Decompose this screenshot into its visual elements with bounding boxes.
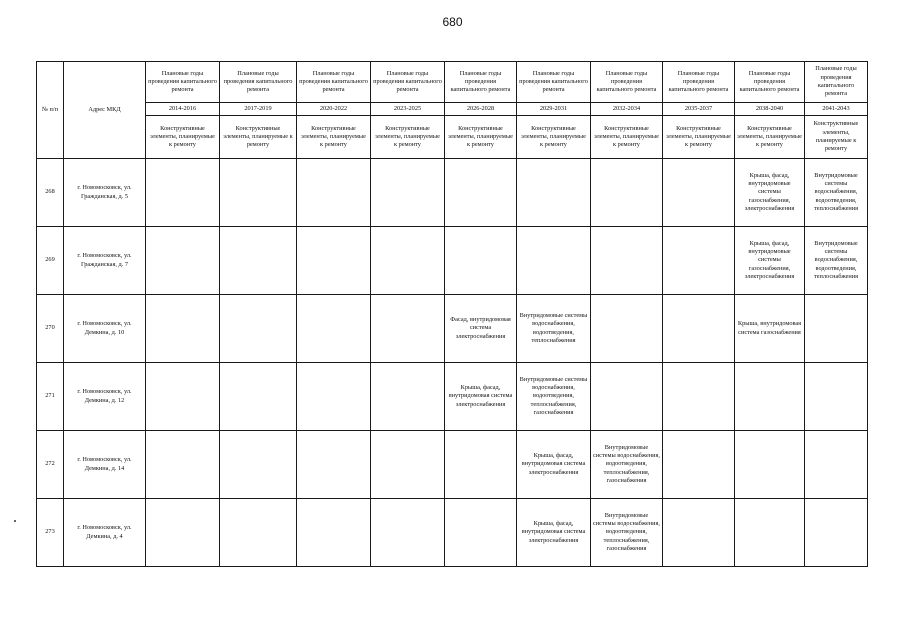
repair-cell bbox=[663, 431, 735, 499]
row-number: 268 bbox=[37, 159, 64, 227]
repair-cell bbox=[220, 227, 297, 295]
repair-cell bbox=[663, 363, 735, 431]
planned-years-header: Плановые годы проведения капитального ремонта bbox=[591, 62, 663, 103]
repair-cell bbox=[735, 499, 805, 567]
capital-repair-table bbox=[36, 61, 868, 567]
repair-cell bbox=[805, 499, 868, 567]
planned-years-header: Плановые годы проведения капитального ремонта bbox=[297, 62, 371, 103]
repair-cell: Внутридомовые системы водоснабжения, водоотведения, теплоснабжения, газоснабжения bbox=[591, 499, 663, 567]
scan-speck bbox=[14, 520, 16, 522]
row-address: г. Новомосковск, ул. Демкина, д. 4 bbox=[64, 499, 146, 567]
repair-cell bbox=[146, 431, 220, 499]
repair-cell bbox=[663, 499, 735, 567]
col-num-header: № п/п bbox=[37, 62, 64, 159]
repair-cell bbox=[445, 499, 517, 567]
repair-cell bbox=[297, 159, 371, 227]
repair-cell bbox=[591, 363, 663, 431]
repair-cell: Крыша, внутридомовая система газоснабжения bbox=[735, 295, 805, 363]
repair-cell bbox=[220, 363, 297, 431]
repair-cell bbox=[371, 227, 445, 295]
period-header: 2029-2031 bbox=[517, 103, 591, 116]
repair-cell: Крыша, фасад, внутридомовая система электроснабжения bbox=[445, 363, 517, 431]
elements-header: Конструктивные элементы, планируемые к ремонту bbox=[297, 116, 371, 159]
repair-cell bbox=[445, 431, 517, 499]
period-header: 2014-2016 bbox=[146, 103, 220, 116]
repair-cell bbox=[517, 227, 591, 295]
repair-cell: Внутридомовые системы водоснабжения, водоотведения, теплоснабжения, газоснабжения bbox=[591, 431, 663, 499]
elements-header: Конструктивные элементы, планируемые к ремонту bbox=[735, 116, 805, 159]
row-number: 272 bbox=[37, 431, 64, 499]
repair-cell bbox=[805, 295, 868, 363]
repair-cell bbox=[146, 227, 220, 295]
period-header: 2035-2037 bbox=[663, 103, 735, 116]
repair-cell bbox=[146, 295, 220, 363]
row-address: г. Новомосковск, ул. Демкина, д. 14 bbox=[64, 431, 146, 499]
repair-cell bbox=[591, 159, 663, 227]
table-row bbox=[37, 363, 868, 431]
repair-cell: Внутридомовые системы водоснабжения, водоотведения, теплоснабжения bbox=[805, 159, 868, 227]
elements-header: Конструктивные элементы, планируемые к ремонту bbox=[445, 116, 517, 159]
elements-header: Конструктивные элементы, планируемые к ремонту bbox=[220, 116, 297, 159]
row-address: г. Новомосковск, ул. Гражданская, д. 7 bbox=[64, 227, 146, 295]
period-header: 2020-2022 bbox=[297, 103, 371, 116]
repair-cell bbox=[445, 159, 517, 227]
repair-cell bbox=[297, 363, 371, 431]
table-row bbox=[37, 431, 868, 499]
repair-cell bbox=[220, 159, 297, 227]
row-number: 273 bbox=[37, 499, 64, 567]
repair-cell bbox=[371, 499, 445, 567]
row-number: 269 bbox=[37, 227, 64, 295]
col-address-header: Адрес МКД bbox=[64, 62, 146, 159]
repair-cell bbox=[297, 227, 371, 295]
period-header: 2017-2019 bbox=[220, 103, 297, 116]
period-header: 2026-2028 bbox=[445, 103, 517, 116]
row-number: 271 bbox=[37, 363, 64, 431]
elements-header: Конструктивные элементы, планируемые к ремонту bbox=[805, 116, 868, 159]
planned-years-header: Плановые годы проведения капитального ремонта bbox=[146, 62, 220, 103]
row-address: г. Новомосковск, ул. Гражданская, д. 5 bbox=[64, 159, 146, 227]
repair-cell bbox=[220, 431, 297, 499]
repair-cell bbox=[371, 159, 445, 227]
repair-cell bbox=[146, 363, 220, 431]
repair-cell: Фасад, внутридомовая система электроснабжения bbox=[445, 295, 517, 363]
repair-cell bbox=[735, 363, 805, 431]
row-number: 270 bbox=[37, 295, 64, 363]
planned-years-header: Плановые годы проведения капитального ремонта bbox=[371, 62, 445, 103]
repair-cell bbox=[146, 499, 220, 567]
repair-cell bbox=[445, 227, 517, 295]
repair-cell bbox=[517, 159, 591, 227]
planned-years-header: Плановые годы проведения капитального ремонта bbox=[220, 62, 297, 103]
repair-cell: Крыша, фасад, внутридомовая система электроснабжения bbox=[517, 431, 591, 499]
repair-cell bbox=[735, 431, 805, 499]
repair-cell: Внутридомовые системы водоснабжения, водоотведения, теплоснабжения bbox=[805, 227, 868, 295]
repair-cell bbox=[297, 431, 371, 499]
repair-cell: Крыша, фасад, внутридомовая система электроснабжения bbox=[517, 499, 591, 567]
repair-cell bbox=[371, 363, 445, 431]
period-header: 2032-2034 bbox=[591, 103, 663, 116]
period-header: 2041-2043 bbox=[805, 103, 868, 116]
repair-cell: Крыша, фасад, внутридомовые системы газоснабжения, электроснабжения bbox=[735, 227, 805, 295]
table-row bbox=[37, 227, 868, 295]
elements-header: Конструктивные элементы, планируемые к ремонту bbox=[591, 116, 663, 159]
repair-cell bbox=[371, 431, 445, 499]
repair-cell bbox=[220, 499, 297, 567]
repair-cell bbox=[297, 295, 371, 363]
repair-cell: Внутридомовые системы водоснабжения, водоотведения, теплоснабжения bbox=[517, 295, 591, 363]
repair-cell bbox=[297, 499, 371, 567]
page-number: 680 bbox=[442, 15, 463, 29]
table-row bbox=[37, 295, 868, 363]
elements-header: Конструктивные элементы, планируемые к ремонту bbox=[146, 116, 220, 159]
table-row bbox=[37, 159, 868, 227]
period-header: 2023-2025 bbox=[371, 103, 445, 116]
row-address: г. Новомосковск, ул. Демкина, д. 12 bbox=[64, 363, 146, 431]
elements-header: Конструктивные элементы, планируемые к ремонту bbox=[517, 116, 591, 159]
repair-cell: Внутридомовые системы водоснабжения, водоотведения, теплоснабжения, газоснабжения bbox=[517, 363, 591, 431]
table-row bbox=[37, 499, 868, 567]
repair-cell bbox=[663, 295, 735, 363]
planned-years-header: Плановые годы проведения капитального ремонта bbox=[735, 62, 805, 103]
repair-cell bbox=[371, 295, 445, 363]
repair-cell bbox=[146, 159, 220, 227]
elements-header: Конструктивные элементы, планируемые к ремонту bbox=[663, 116, 735, 159]
repair-cell bbox=[805, 431, 868, 499]
repair-cell: Крыша, фасад, внутридомовые системы газоснабжения, электроснабжения bbox=[735, 159, 805, 227]
repair-cell bbox=[591, 227, 663, 295]
repair-cell bbox=[591, 295, 663, 363]
planned-years-header: Плановые годы проведения капитального ремонта bbox=[517, 62, 591, 103]
row-address: г. Новомосковск, ул. Демкина, д. 10 bbox=[64, 295, 146, 363]
planned-years-header: Плановые годы проведения капитального ремонта bbox=[805, 62, 868, 103]
elements-header: Конструктивные элементы, планируемые к ремонту bbox=[371, 116, 445, 159]
planned-years-header: Плановые годы проведения капитального ремонта bbox=[445, 62, 517, 103]
period-header: 2038-2040 bbox=[735, 103, 805, 116]
repair-cell bbox=[663, 227, 735, 295]
repair-cell bbox=[805, 363, 868, 431]
planned-years-header: Плановые годы проведения капитального ремонта bbox=[663, 62, 735, 103]
repair-cell bbox=[663, 159, 735, 227]
repair-cell bbox=[220, 295, 297, 363]
